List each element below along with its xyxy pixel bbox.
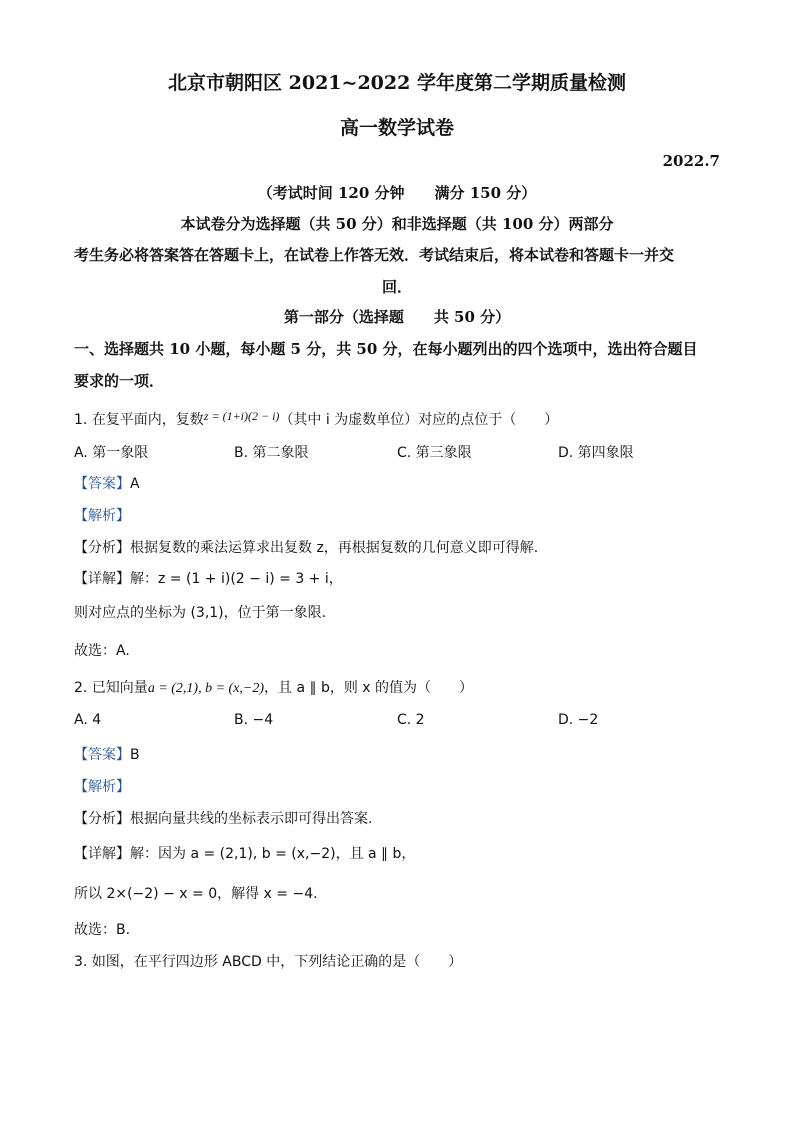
analysis-tag: 【解析】 xyxy=(74,508,130,524)
part-one-title: 第一部分（选择题 共 50 分） xyxy=(283,308,511,326)
choose-line: 故选：B. xyxy=(74,922,131,938)
question-2 xyxy=(74,677,473,697)
so-line: 所以 2×(−2) − x = 0，解得 x = −4. xyxy=(74,886,318,902)
instructions-line-2: 回． xyxy=(381,278,412,296)
page-subtitle: 高一数学试卷 xyxy=(339,117,454,139)
option-a: A. 4 xyxy=(74,712,102,728)
detail-text: 解：z = (1 + i)(2 − i) = 3 + i， xyxy=(130,571,343,587)
answer-line xyxy=(74,473,140,493)
analysis-tag: 【解析】 xyxy=(74,779,130,795)
detail-tag: 【详解】 xyxy=(74,571,130,587)
option-c: C. 第三象限 xyxy=(397,445,472,461)
question-number: 1. xyxy=(74,412,88,428)
question-1 xyxy=(74,409,558,429)
option-a: A. 第一象限 xyxy=(74,445,149,461)
answer-line xyxy=(74,744,140,764)
question-text: 在复平面内，复数 xyxy=(91,412,204,428)
question-3 xyxy=(74,951,462,971)
question-number: 2. xyxy=(74,680,88,696)
detail-line xyxy=(74,568,343,588)
option-c: C. 2 xyxy=(397,712,425,728)
section-heading-line-2: 要求的一项． xyxy=(74,372,165,390)
answer-value: B xyxy=(130,747,140,763)
choose-line: 故选：A. xyxy=(74,643,130,659)
fenxi-line xyxy=(74,537,538,557)
detail-line xyxy=(74,843,415,863)
coordinate-line: 则对应点的坐标为 (3,1)，位于第一象限. xyxy=(74,605,327,621)
parts-note: 本试卷分为选择题（共 50 分）和非选择题（共 100 分）两部分 xyxy=(180,215,614,233)
question-formula: a = (2,1), b = (x,−2) xyxy=(147,681,265,696)
exam-time-score: （考试时间 120 分钟 满分 150 分） xyxy=(257,184,537,202)
question-number: 3. xyxy=(74,954,88,970)
exam-date: 2022.7 xyxy=(662,152,720,170)
fenxi-line xyxy=(74,808,372,828)
page-title: 北京市朝阳区 2021~2022 学年度第二学期质量检测 xyxy=(168,72,626,94)
option-d: D. −2 xyxy=(558,712,599,728)
detail-text: 解：因为 a = (2,1), b = (x,−2)，且 a ∥ b， xyxy=(130,846,416,862)
answer-tag: 【答案】 xyxy=(74,476,130,492)
question-text: 如图，在平行四边形 ABCD 中，下列结论正确的是（ ） xyxy=(91,954,463,970)
instructions-line-1: 考生务必将答案答在答题卡上，在试卷上作答无效．考试结束后，将本试卷和答题卡一并交 xyxy=(74,246,675,264)
detail-tag: 【详解】 xyxy=(74,846,130,862)
fenxi-text: 根据复数的乘法运算求出复数 z，再根据复数的几何意义即可得解. xyxy=(130,540,539,556)
option-b: B. 第二象限 xyxy=(234,445,309,461)
section-heading-line-1: 一、选择题共 10 小题，每小题 5 分，共 50 分，在每小题列出的四个选项中，选出符合题目 xyxy=(74,340,698,358)
question-text: 已知向量 xyxy=(91,680,148,696)
fenxi-tag: 【分析】 xyxy=(74,811,130,827)
question-text: （其中 i 为虚数单位）对应的点位于（ ） xyxy=(279,412,559,428)
answer-tag: 【答案】 xyxy=(74,747,130,763)
fenxi-tag: 【分析】 xyxy=(74,540,130,556)
question-text: ，且 a ∥ b，则 x 的值为（ ） xyxy=(264,680,474,696)
answer-value: A xyxy=(130,476,140,492)
fenxi-text: 根据向量共线的坐标表示即可得出答案. xyxy=(130,811,373,827)
option-d: D. 第四象限 xyxy=(558,445,634,461)
option-b: B. −4 xyxy=(234,712,274,728)
question-formula: z = (1+i)(2 − i) xyxy=(203,409,280,423)
